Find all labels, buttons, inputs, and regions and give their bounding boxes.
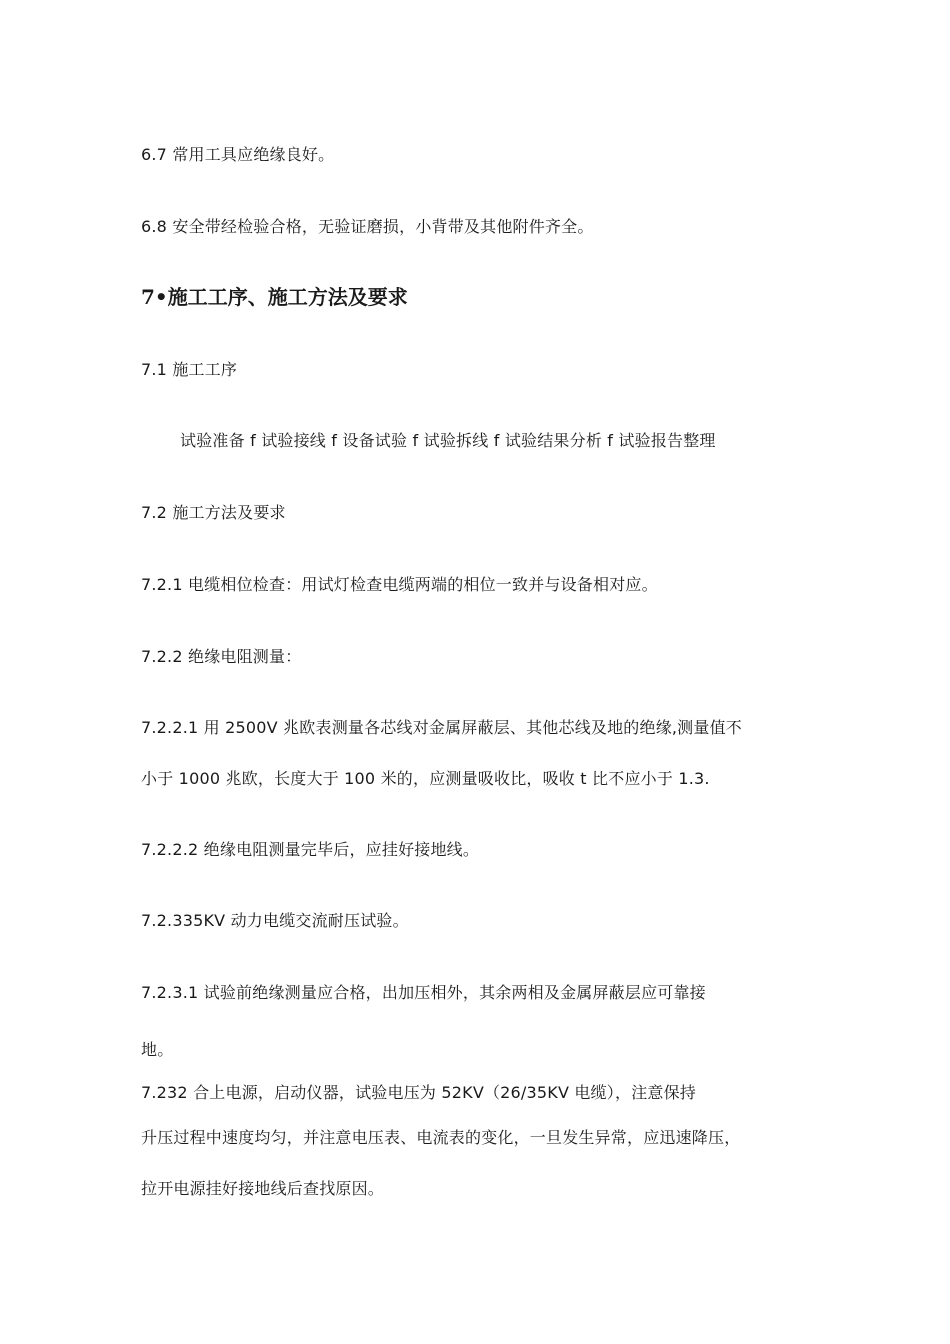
- paragraph-7-2-1: 7.2.1 电缆相位检查：用试灯检查电缆两端的相位一致并与设备相对应。: [141, 575, 658, 594]
- paragraph-7-2-3-2-cont2: 拉开电源挂好接地线后查找原因。: [141, 1179, 385, 1198]
- paragraph-7-2-2-1-cont: 小于 1000 兆欧，长度大于 100 米的，应测量吸收比，吸收 t 比不应小于 1.3.: [141, 769, 710, 788]
- paragraph-7-2-3-1: 7.2.3.1 试验前绝缘测量应合格，出加压相外，其余两相及金属屏蔽层应可靠接: [141, 983, 706, 1002]
- section-heading-7: 7•施工工序、施工方法及要求: [141, 285, 408, 309]
- paragraph-7-2-3: 7.2.335KV 动力电缆交流耐压试验。: [141, 911, 409, 930]
- paragraph-6-8: 6.8 安全带经检验合格，无验证磨损，小背带及其他附件齐全。: [141, 217, 594, 236]
- paragraph-6-7: 6.7 常用工具应绝缘良好。: [141, 145, 335, 164]
- paragraph-7-2-3-1-cont: 地。: [141, 1040, 174, 1059]
- paragraph-7-2-2: 7.2.2 绝缘电阻测量：: [141, 647, 302, 666]
- paragraph-7-2-2-2: 7.2.2.2 绝缘电阻测量完毕后，应挂好接地线。: [141, 840, 480, 859]
- paragraph-7-1: 7.1 施工工序: [141, 360, 238, 379]
- paragraph-7-2-3-2-cont1: 升压过程中速度均匀，并注意电压表、电流表的变化，一旦发生异常，应迅速降压，: [141, 1128, 741, 1147]
- paragraph-7-2-2-1: 7.2.2.1 用 2500V 兆欧表测量各芯线对金属屏蔽层、其他芯线及地的绝缘,测量值不: [141, 718, 742, 737]
- paragraph-7-2: 7.2 施工方法及要求: [141, 503, 286, 522]
- process-flow-text: 试验准备 f 试验接线 f 设备试验 f 试验拆线 f 试验结果分析 f 试验报告整理: [180, 431, 716, 450]
- paragraph-7-2-3-2: 7.232 合上电源，启动仪器，试验电压为 52KV（26/35KV 电缆），注意保持: [141, 1083, 697, 1102]
